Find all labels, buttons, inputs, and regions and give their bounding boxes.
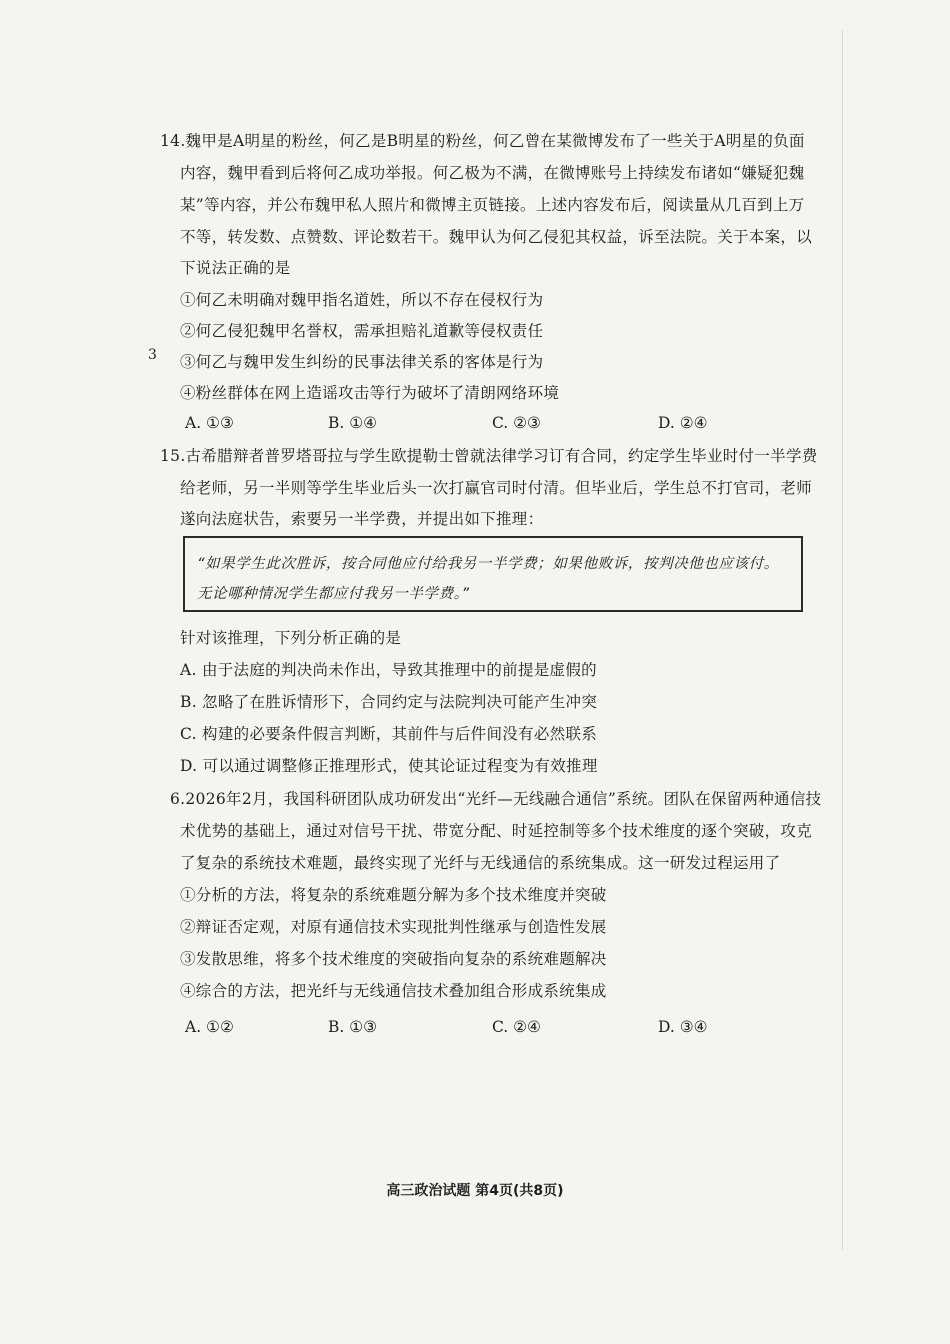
q14-stem-line: 不等，转发数、点赞数、评论数若干。魏甲认为何乙侵犯其权益，诉至法院。关于本案，以 (180, 228, 813, 246)
q14-statement: ④粉丝群体在网上造谣攻击等行为破坏了清朗网络环境 (180, 384, 560, 402)
q16-stem-line: 6.2026年2月，我国科研团队成功研发出“光纤—无线融合通信”系统。团队在保留两种通信技 (170, 790, 822, 808)
page-footer: 高三政治试题 第4页(共8页) (386, 1183, 564, 1199)
q14-option-c: C. ②③ (492, 414, 541, 432)
q14-statement: ③何乙与魏甲发生纠纷的民事法律关系的客体是行为 (180, 353, 544, 371)
q14-option-b: B. ①④ (328, 414, 378, 432)
quote-box (183, 536, 803, 612)
q14-stem-line: 内容，魏甲看到后将何乙成功举报。何乙极为不满，在微博账号上持续发布诸如“嫌疑犯魏 (180, 164, 805, 182)
q14-statement: ②何乙侵犯魏甲名誉权，需承担赔礼道歉等侵权责任 (180, 322, 544, 340)
q14-stem-line: 某”等内容，并公布魏甲私人照片和微博主页链接。上述内容发布后，阅读量从几百到上万 (180, 196, 805, 214)
q16-option-b: B. ①③ (328, 1018, 378, 1036)
q16-statement: ①分析的方法，将复杂的系统难题分解为多个技术维度并突破 (180, 886, 607, 904)
quote-line: “如果学生此次胜诉，按合同他应付给我另一半学费；如果他败诉，按判决他也应该付。 (197, 556, 779, 572)
quote-line: 无论哪种情况学生都应付我另一半学费。” (197, 586, 470, 602)
q16-statement: ④综合的方法，把光纤与无线通信技术叠加组合形成系统集成 (180, 982, 607, 1000)
q15-stem-line: 15.古希腊辩者普罗塔哥拉与学生欧提勒士曾就法律学习订有合同，约定学生毕业时付一半学费 (160, 447, 818, 465)
q16-statement: ②辩证否定观，对原有通信技术实现批判性继承与创造性发展 (180, 918, 607, 936)
q16-option-d: D. ③④ (658, 1018, 708, 1036)
q16-stem-line: 术优势的基础上，通过对信号干扰、带宽分配、时延控制等多个技术维度的逐个突破，攻克 (180, 822, 813, 840)
q14-option-a: A. ①③ (185, 414, 234, 432)
q14-stem-line: 下说法正确的是 (180, 259, 291, 277)
q14-option-d: D. ②④ (658, 414, 708, 432)
q15-option-a: A. 由于法庭的判决尚未作出，导致其推理中的前提是虚假的 (180, 661, 597, 679)
q15-stem-line: 遂向法庭状告，索要另一半学费，并提出如下推理： (180, 510, 544, 528)
q16-statement: ③发散思维，将多个技术维度的突破指向复杂的系统难题解决 (180, 950, 607, 968)
page-edge-divider (842, 30, 843, 1250)
q14-stem-line: 14.魏甲是A明星的粉丝，何乙是B明星的粉丝，何乙曾在某微博发布了一些关于A明星的负面 (160, 132, 805, 150)
q15-option-d: D. 可以通过调整修正推理形式，使其论证过程变为有效推理 (180, 757, 598, 775)
q16-option-a: A. ①② (185, 1018, 234, 1036)
q15-option-b: B. 忽略了在胜诉情形下，合同约定与法院判决可能产生冲突 (180, 693, 598, 711)
q15-option-c: C. 构建的必要条件假言判断，其前件与后件间没有必然联系 (180, 725, 598, 743)
q15-question: 针对该推理，下列分析正确的是 (180, 629, 402, 647)
q16-stem-line: 了复杂的系统技术难题，最终实现了光纤与无线通信的系统集成。这一研发过程运用了 (180, 854, 781, 872)
margin-mark: 3 (148, 347, 157, 363)
q14-statement: ①何乙未明确对魏甲指名道姓，所以不存在侵权行为 (180, 291, 544, 309)
q16-option-c: C. ②④ (492, 1018, 541, 1036)
q15-stem-line: 给老师，另一半则等学生毕业后头一次打赢官司时付清。但毕业后，学生总不打官司，老师 (180, 479, 813, 497)
